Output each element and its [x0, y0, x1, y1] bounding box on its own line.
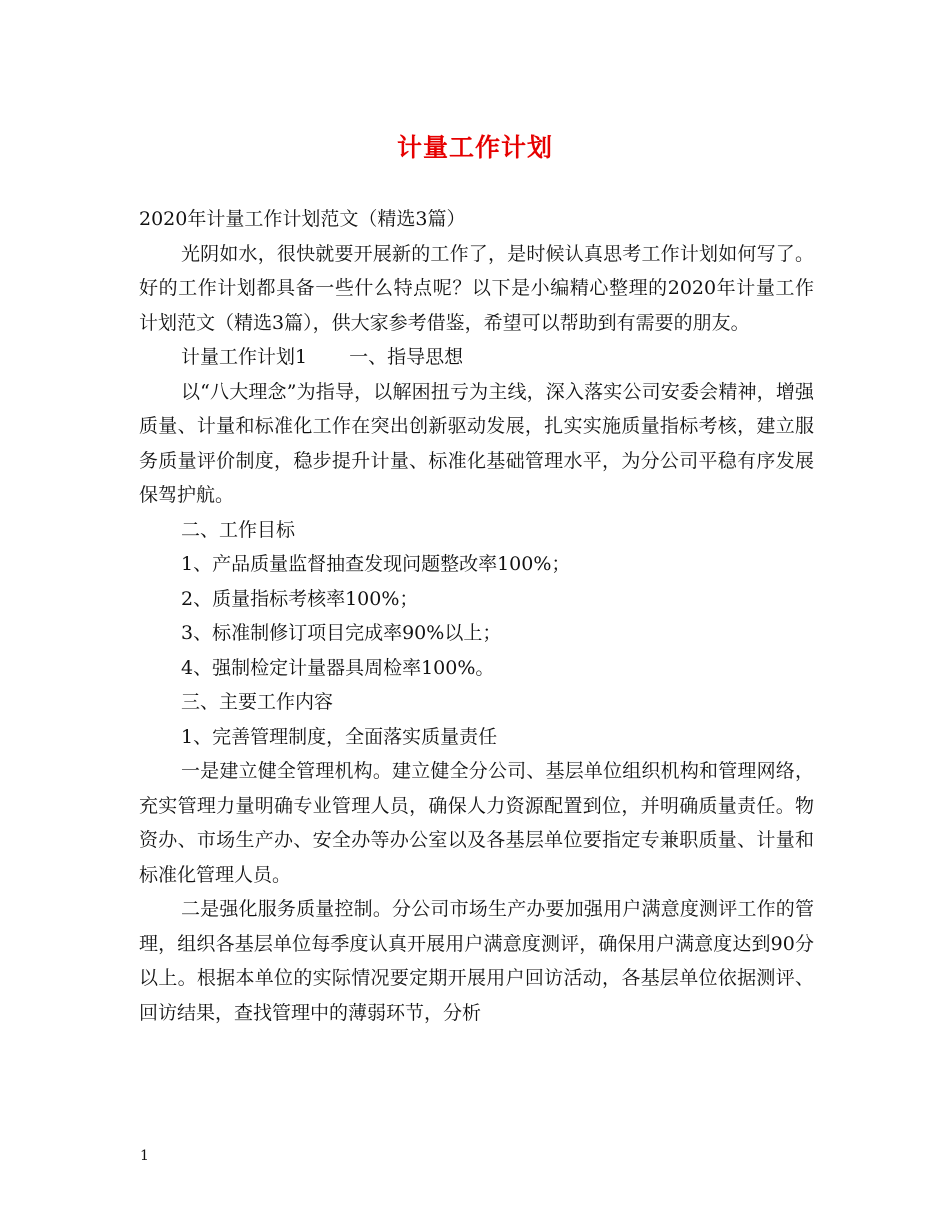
section-label: 计量工作计划1	[181, 346, 308, 368]
goal-item: 4、强制检定计量器具周检率100%。	[181, 656, 495, 679]
goal-item: 1、产品质量监督抽查发现问题整改率100%；	[181, 553, 571, 575]
intro-paragraph: 光阴如水，很快就要开展新的工作了，是时候认真思考工作计划如何写了。好的工作计划都具备一些什么特点呢？以下是小编精心整理的2020年计量工作计划范文（精选3篇），供大家参考借鉴，希望可以帮助到有需要的朋友。	[139, 242, 814, 334]
content-subheading: 1、完善管理制度，全面落实质量责任	[181, 725, 498, 748]
goals-heading: 二、工作目标	[181, 518, 296, 541]
service-quality-paragraph: 二是强化服务质量控制。分公司市场生产办要加强用户满意度测评工作的管理，组织各基层单位每季度认真开展用户满意度测评，确保用户满意度达到90分以上。根据本单位的实际情况要定期开展用户回访活动，各基层单位依据测评、回访结果，查找管理中的薄弱环节，分析	[139, 898, 814, 1024]
goal-item: 2、质量指标考核率100%；	[181, 587, 419, 610]
document-subtitle: 2020年计量工作计划范文（精选3篇）	[139, 208, 466, 230]
content-heading: 三、主要工作内容	[181, 691, 334, 713]
guiding-paragraph: 以“八大理念”为指导，以解困扭亏为主线，深入落实公司安委会精神，增强质量、计量和标准化工作在突出创新驱动发展，扎实实施质量指标考核，建立服务质量评价制度，稳步提升计量、标准化基础管理水平，为分公司平稳有序发展保驾护航。	[139, 380, 814, 506]
goal-item: 3、标准制修订项目完成率90%以上；	[181, 622, 502, 644]
document-body	[139, 202, 814, 1030]
section-heading-line	[139, 340, 814, 375]
management-paragraph: 一是建立健全管理机构。建立健全分公司、基层单位组织机构和管理网络，充实管理力量明确专业管理人员，确保人力资源配置到位，并明确质量责任。物资办、市场生产办、安全办等办公室以及各基层单位要指定专兼职质量、计量和标准化管理人员。	[139, 760, 814, 886]
page-number: 1	[140, 1148, 149, 1164]
section-heading: 一、指导思想	[349, 346, 464, 368]
document-title: 计量工作计划	[396, 133, 553, 162]
